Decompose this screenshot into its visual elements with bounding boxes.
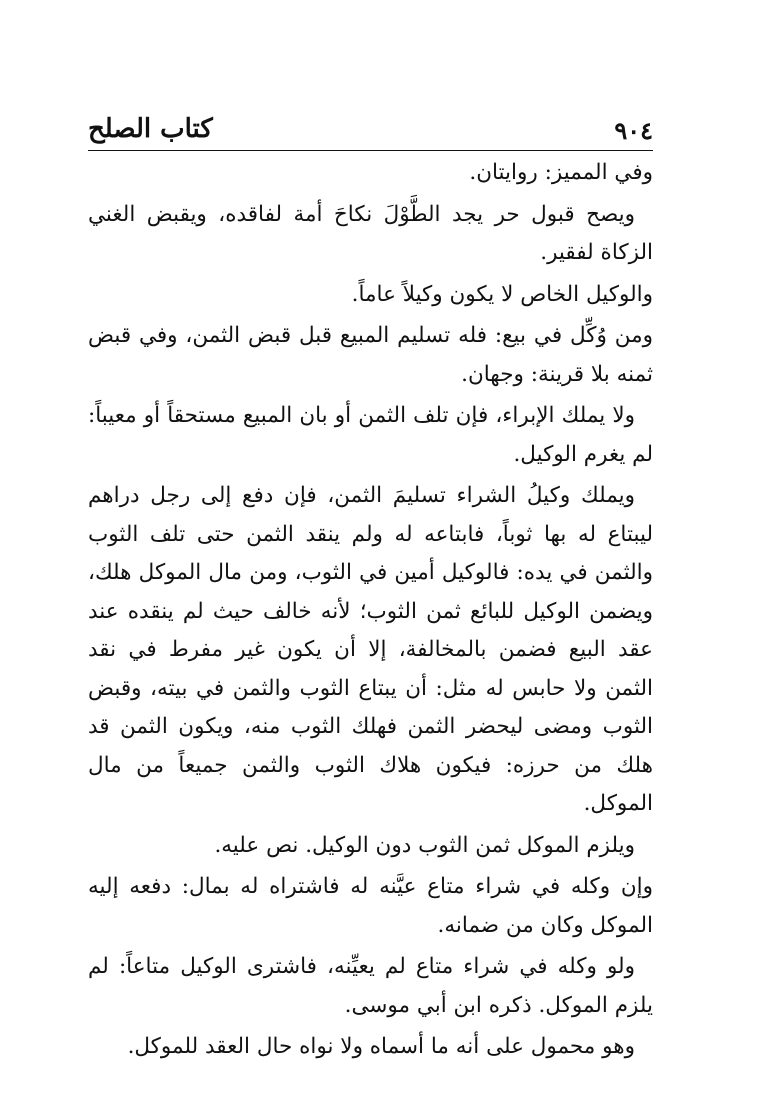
paragraph-7: ويلزم الموكل ثمن الثوب دون الوكيل. نص عليه. [214,832,635,858]
paragraph-3: والوكيل الخاص لا يكون وكيلاً عاماً. [351,281,653,307]
page-number: ٩٠٤ [614,116,653,145]
paragraph-8: وإن وكله في شراء متاع عيَّنه له فاشتراه له بمال: دفعه إليه الموكل وكان من ضمانه. [88,874,653,938]
body-text [88,154,653,1070]
book-title: كتاب الصلح [88,114,213,144]
paragraph-9: ولو وكله في شراء متاع لم يعيِّنه، فاشترى الوكيل متاعاً: لم يلزم الموكل. ذكره ابن أبي موسى. [88,954,653,1018]
page-header [88,110,653,150]
paragraph-10: وهو محمول على أنه ما أسماه ولا نواه حال العقد للموكل. [127,1034,635,1059]
paragraph-6: ويملك وكيلُ الشراء تسليمَ الثمن، فإن دفع إلى رجل دراهم ليبتاع له بها ثوباً، فابتاعه له ولم ينقد الثمن حتى تلف الثوب والثمن في يده: فالوكيل أمين في الثوب، ومن مال الموكل هلك، ويضمن الوكيل للبائع ثمن الثوب؛ لأنه خالف حيث لم ينقده عند عقد البيع فضمن بالمخالفة، إلا أن يكون غير مفرط في نقد الثمن ولا حابس له مثل: أن يبتاع الثوب والثمن في بيته، وقبض الثوب ومضى ليحضر الثمن فهلك الثوب منه، ويكون الثمن قد هلك من حرزه: فيكون هلاك الثوب والثمن جميعاً من مال الموكل. [88,483,653,816]
paragraph-2: ويصح قبول حر يجد الطَّوْلَ نكاحَ أمة لفاقده، ويقبض الغني الزكاة لفقير. [88,201,653,265]
paragraph-4: ومن وُكِّل في بيع: فله تسليم المبيع قبل قبض الثمن، وفي قبض ثمنه بلا قرينة: وجهان. [88,323,653,387]
header-divider [88,150,653,151]
paragraph-1: وفي المميز: روايتان. [469,160,653,185]
paragraph-5: ولا يملك الإبراء، فإن تلف الثمن أو بان المبيع مستحقاً أو معيباً: لم يغرم الوكيل. [88,403,653,467]
